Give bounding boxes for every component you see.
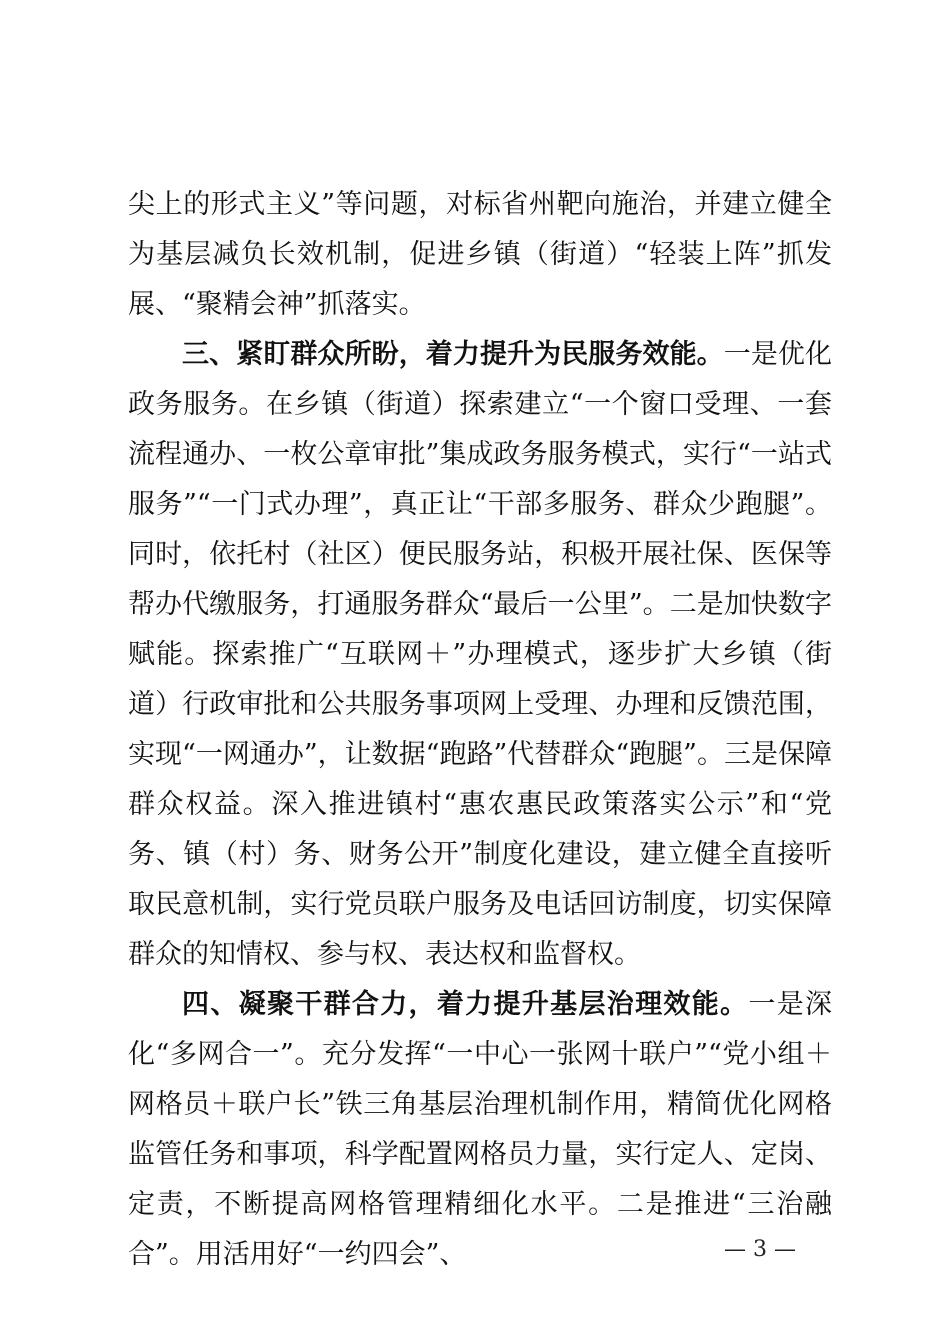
document-body [128,180,832,1280]
paragraph-text: 一是深化“多网合一”。充分发挥“一中心一张网十联户”“党小组＋网格员＋联户长”铁三角基层治理机制作用，精简优化网格监管任务和事项，科学配置网格员力量，实行定人、定岗、定责，不断提高网格管理精细化水平。二是推进“三治融合”。用活用好“一约四会”、 [128,989,833,1270]
paragraph-text: 尖上的形式主义”等问题，对标省州靶向施治，并建立健全为基层减负长效机制，促进乡镇（街道）“轻装上阵”抓发展、“聚精会神”抓落实。 [128,189,832,320]
paragraph-section-three [128,330,832,980]
section-heading: 四、凝聚干群合力，着力提升基层治理效能。 [182,989,749,1020]
page-number: — 3 — [724,1237,796,1262]
paragraph-text: 一是优化政务服务。在乡镇（街道）探索建立“一个窗口受理、一套流程通办、一枚公章审批”集成政务服务模式，实行“一站式服务”“一门式办理”，真正让“干部多服务、群众少跑腿”。同时，依托村（社区）便民服务站，积极开展社保、医保等帮办代缴服务，打通服务群众“最后一公里”。二是加快数字赋能。探索推广“互联网＋”办理模式，逐步扩大乡镇（街道）行政审批和公共服务事项网上受理、办理和反馈范围，实现“一网通办”，让数据“跑路”代替群众“跑腿”。三是保障群众权益。深入推进镇村“惠农惠民政策落实公示”和“党务、镇（村）务、财务公开”制度化建设，建立健全直接听取民意机制，实行党员联户服务及电话回访制度，切实保障群众的知情权、参与权、表达权和监督权。 [128,339,833,970]
paragraph-section-four [128,980,832,1280]
section-heading: 三、紧盯群众所盼，着力提升为民服务效能。 [182,339,724,370]
paragraph-continuation [128,180,832,330]
